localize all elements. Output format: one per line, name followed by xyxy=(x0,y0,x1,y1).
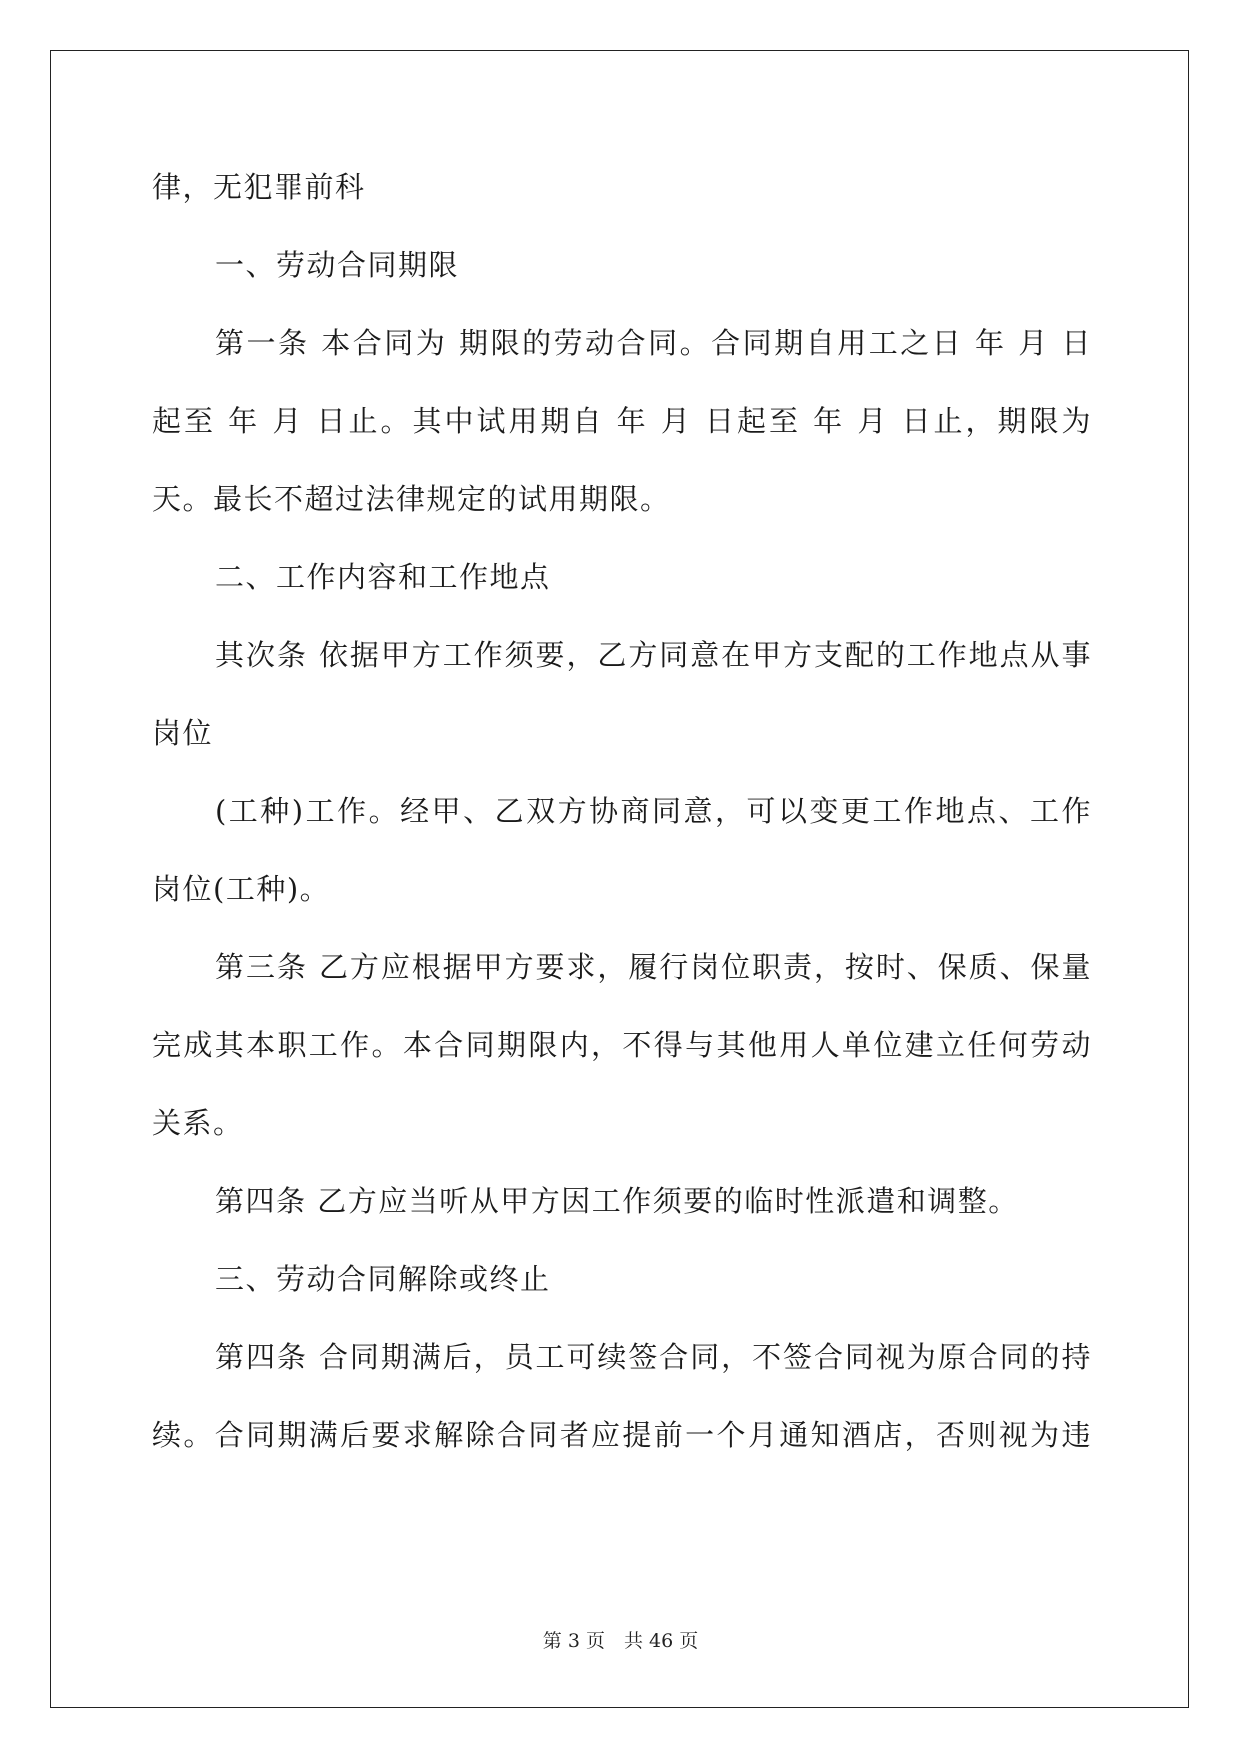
text-line: (工种)工作。经甲、乙双方协商同意，可以变更工作地点、工作 xyxy=(215,794,1092,828)
text-line: 岗位(工种)。 xyxy=(152,872,331,906)
section-heading: 一、劳动合同期限 xyxy=(215,248,460,282)
text-line: 关系。 xyxy=(152,1106,244,1140)
text-line: 完成其本职工作。本合同期限内，不得与其他用人单位建立任何劳动 xyxy=(152,1028,1092,1062)
text-line: 第三条 乙方应根据甲方要求，履行岗位职责，按时、保质、保量 xyxy=(215,950,1092,984)
text-line: 第一条 本合同为 期限的劳动合同。合同期自用工之日 年 月 日 xyxy=(215,326,1092,360)
text-line: 起至 年 月 日止。其中试用期自 年 月 日起至 年 月 日止，期限为 xyxy=(152,404,1092,438)
section-heading: 三、劳动合同解除或终止 xyxy=(215,1262,551,1296)
text-line: 第四条 合同期满后，员工可续签合同，不签合同视为原合同的持 xyxy=(215,1340,1092,1374)
text-line: 第四条 乙方应当听从甲方因工作须要的临时性派遣和调整。 xyxy=(215,1184,1019,1218)
text-line: 续。合同期满后要求解除合同者应提前一个月通知酒店，否则视为违 xyxy=(152,1418,1092,1452)
page-number: 第 3 页 共 46 页 xyxy=(542,1630,699,1652)
text-line: 岗位 xyxy=(152,716,214,750)
text-line: 天。最长不超过法律规定的试用期限。 xyxy=(152,482,671,516)
text-line: 律，无犯罪前科 xyxy=(152,170,366,204)
section-heading: 二、工作内容和工作地点 xyxy=(215,560,551,594)
text-line: 其次条 依据甲方工作须要，乙方同意在甲方支配的工作地点从事 xyxy=(215,638,1092,672)
